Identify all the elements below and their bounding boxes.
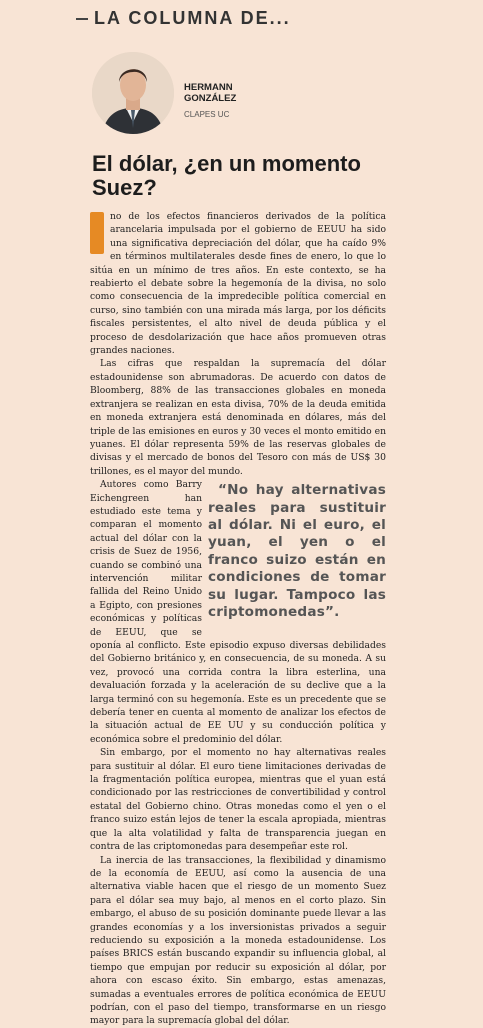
author-block	[92, 52, 352, 142]
section-header-label: LA COLUMNA DE...	[94, 8, 291, 28]
paragraph-3-text: Autores como Barry Eichengreen han estudiado este tema y comparan el momento actual del dólar con la crisis de Suez de 1956, cuando se combinó una intervención militar fallida del Reino Unido a Egipto, con presiones económicas y políticas de EEUU, que se oponía al conflicto. Este episodio expuso diversas debilidades del Gobierno británico y, en consecuencia, de su moneda. A su vez, provocó una corrida contra la libra esterlina, una devaluación forzada y la aceleración de su declive que a la larga terminó con su hegemonía. Este es un precedente que se debería tener en cuenta al momento de analizar los efectos de la situación actual de EE UU y su conducción política y económica sobre el predominio del dólar.	[90, 479, 386, 745]
article-title: El dólar, ¿en un momento Suez?	[92, 151, 361, 200]
author-name: HERMANN GONZÁLEZ	[184, 82, 237, 104]
author-affiliation: CLAPES UC	[184, 110, 230, 119]
author-portrait-icon	[92, 52, 174, 134]
paragraph-4: Sin embargo, por el momento no hay alternativas reales para sustituir al dólar. El euro tiene limitaciones derivadas de la fragmentación política europea, mientras que el yuan está condicionado por las restricciones de convertibilidad y control estatal del Gobierno chino. Otras monedas como el yen o el franco suizo están lejos de tener la escala apropiada, mientras que la alta volatilidad y falta de transparencia juegan en contra de las criptomonedas para desempeñar este rol.	[90, 747, 386, 853]
dropcap	[90, 212, 104, 254]
header-dash	[76, 18, 88, 20]
pull-quote-box	[208, 482, 386, 622]
author-photo	[92, 52, 174, 134]
paragraph-2: Las cifras que respaldan la supremacía del dólar estadounidense son abrumadoras. De acuerdo con datos de Bloomberg, 88% de las transacciones globales en moneda extranjera se realizan en esta divisa, 70% de la deuda emitida en moneda extranjera está denominada en dólares, más del triple de las emisiones en euros y 30 veces el monto emitido en yuanes. El dólar representa 59% de las reservas globales de divisas y el mercado de bonos del Tesoro con más de US$ 30 trillones, es el mayor del mundo.	[90, 358, 386, 477]
article-body	[90, 210, 386, 1028]
paragraph-1	[90, 210, 386, 357]
paragraph-1-text: no de los efectos financieros derivados de la política arancelaria impulsada por el gobierno de EEUU ha sido una significativa depreciación del dólar, que ha caído 9% en términos multilaterales desde fines de enero, lo que lo sitúa en un mínimo de tres años. En este contexto, se ha reabierto el debate sobre la hegemonía de la divisa, no solo como consecuencia de la impredecible política comercial en curso, sino también con una mirada más larga, por los déficits fiscales persistentes, el alto nivel de deuda pública y el proceso de desdolarización que hace años promueven otras grandes naciones.	[90, 211, 386, 357]
pull-quote: “No hay alternativas reales para sustituir al dólar. Ni el euro, el yuan, el yen o el franco suizo están en condiciones de tomar su lugar. Tampoco las criptomonedas”.	[208, 482, 386, 620]
paragraph-5: La inercia de las transacciones, la flexibilidad y dinamismo de la economía de EEUU, así como la ausencia de una alternativa viable hacen que el riesgo de un momento Suez para el dólar sea muy bajo, al menos en el corto plazo. Sin embargo, el abuso de su posición dominante puede llevar a las grandes economías y a los inversionistas privados a seguir reduciendo su exposición a la moneda estadounidense. Los países BRICS están buscando expandir su influencia global, al tiempo que empujan por reducir su exposición al dólar, por ahora con escaso éxito. Sin embargo, estas amenazas, sumadas a eventuales errores de política económica de EEUU podrían, con el paso del tiempo, transformarse en un riesgo mayor para la supremacía global del dólar.	[90, 854, 386, 1027]
paragraph-3	[90, 478, 386, 746]
section-header	[76, 8, 396, 28]
